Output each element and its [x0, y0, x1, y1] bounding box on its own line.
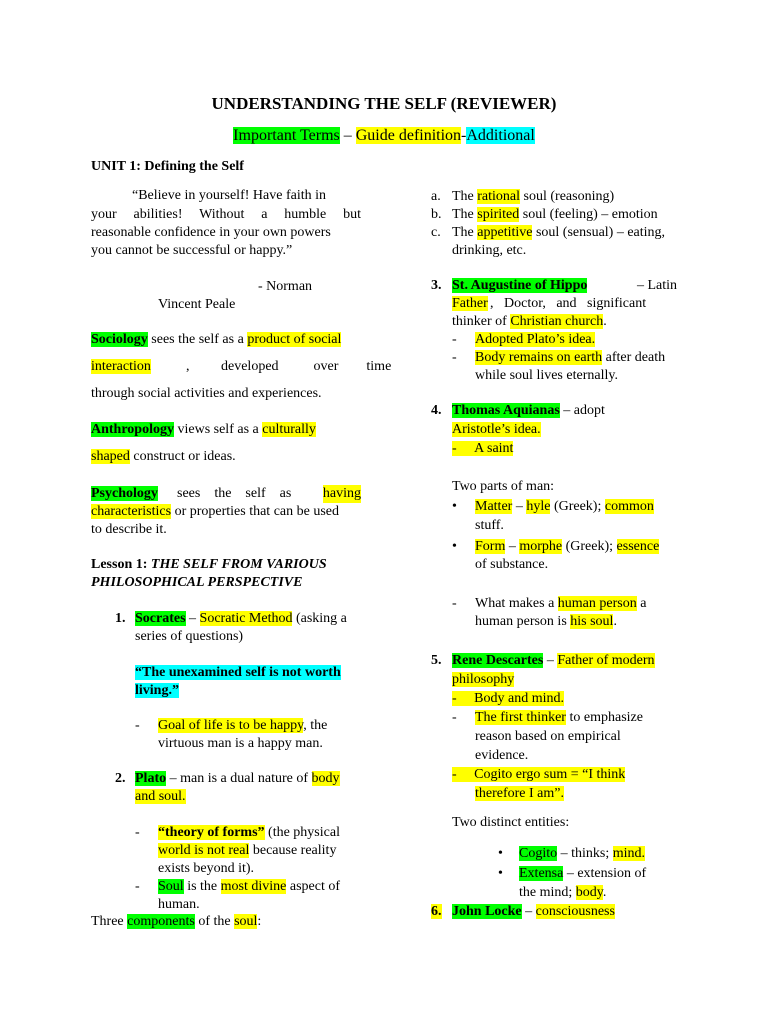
- legend-additional: Additional: [466, 127, 535, 144]
- legend: Important Terms – Guide definition-Additional: [233, 127, 535, 144]
- socrates-quote: “The unexamined self is not worth: [135, 665, 341, 680]
- term-plato: Plato: [135, 771, 167, 786]
- term-psychology: Psychology: [91, 486, 158, 501]
- term-anthropology: Anthropology: [91, 422, 174, 437]
- unit-heading: UNIT 1: Defining the Self: [91, 159, 244, 174]
- term-augustine: St. Augustine of Hippo: [452, 278, 588, 293]
- term-aquinas: Thomas Aquianas: [452, 403, 560, 418]
- bullet-icon: •: [498, 846, 503, 861]
- document-title: UNDERSTANDING THE SELF (REVIEWER): [211, 94, 557, 113]
- quote-author: - Norman: [258, 279, 313, 294]
- bullet-icon: •: [452, 499, 457, 514]
- term-sociology: Sociology: [91, 332, 148, 347]
- legend-guide-definition: Guide definition: [355, 127, 462, 144]
- term-socrates: Socrates: [135, 611, 186, 626]
- term-descartes: Rene Descartes: [452, 653, 544, 668]
- term-locke: John Locke: [452, 904, 522, 919]
- legend-important-terms: Important Terms: [233, 127, 340, 144]
- bullet-icon: •: [498, 866, 503, 881]
- bullet-icon: •: [452, 539, 457, 554]
